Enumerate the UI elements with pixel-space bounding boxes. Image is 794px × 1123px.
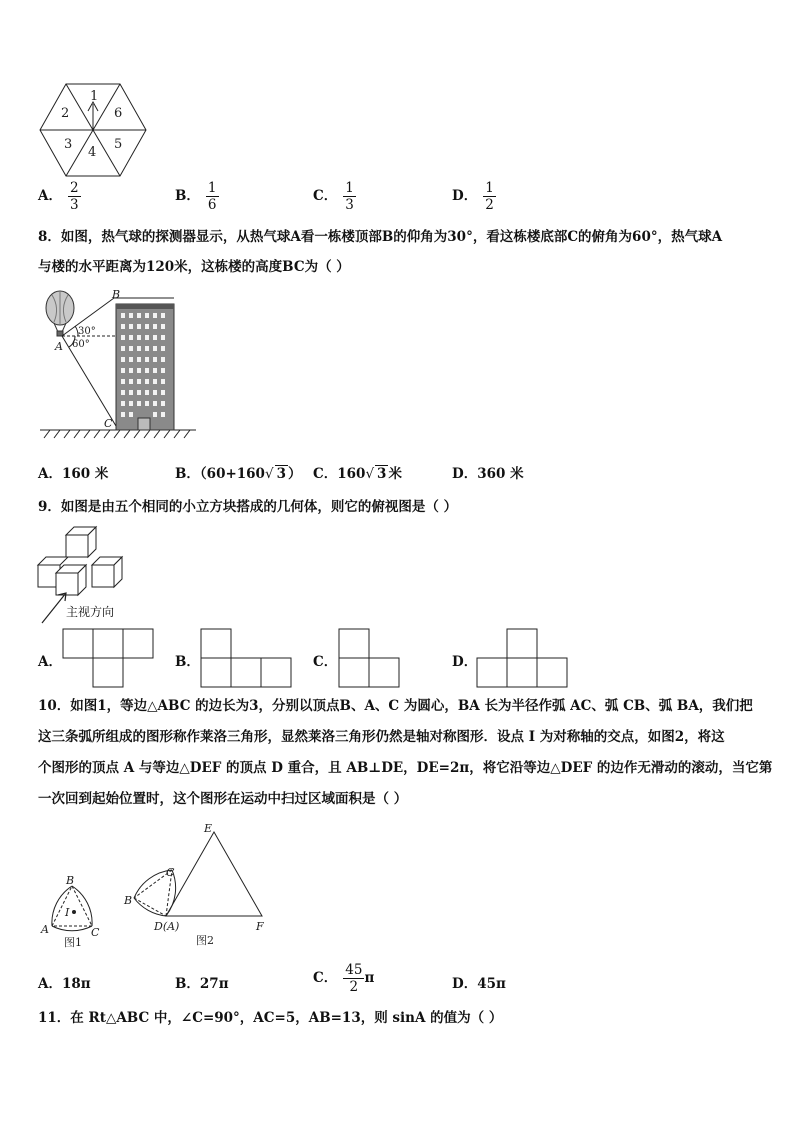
spinner-arrow <box>88 102 98 130</box>
radicand: 3 <box>276 466 286 482</box>
fig2-label-E: E <box>204 822 213 835</box>
angle-60-label: 60° <box>72 339 90 350</box>
denominator: 2 <box>485 197 494 213</box>
fraction <box>343 180 356 213</box>
denominator: 3 <box>345 197 354 213</box>
fig1-label-B: B <box>66 874 75 887</box>
radicand: 3 <box>377 466 387 482</box>
label-C: C <box>104 417 113 430</box>
q10-option-c[interactable] <box>313 962 374 995</box>
q9-option-b[interactable] <box>175 650 200 670</box>
q7-option-c[interactable] <box>313 180 356 213</box>
q10-text-line-4: 一次回到起始位置时，这个图形在运动中扫过区域面积是（ ） <box>38 791 408 807</box>
fig2-label-B: B <box>124 894 133 907</box>
numerator: 1 <box>207 180 217 196</box>
q10-option-a[interactable]: A．18π <box>38 976 91 992</box>
option-letter: C． <box>313 970 338 986</box>
fig1-label-I: I <box>65 906 70 919</box>
option-letter: C． <box>313 654 338 670</box>
reuleaux-figure-2 <box>120 820 275 952</box>
fig2-caption: 图2 <box>196 934 214 947</box>
fig1-label-A: A <box>41 923 49 936</box>
q10-text-line-3: 个图形的顶点 A 与等边△DEF 的顶点 D 重合，且 AB⊥DE，DE=2π，将它沿等边△DEF 的边作无滑动的滚动，当它第 <box>38 760 773 776</box>
q8-option-c[interactable] <box>313 462 402 482</box>
hex-sector-4: 4 <box>88 145 97 160</box>
numerator: 2 <box>69 180 79 196</box>
hex-sector-6: 6 <box>114 106 123 121</box>
option-letter: D． <box>452 188 478 204</box>
label-A: A <box>55 340 63 353</box>
option-letter: B． <box>175 188 200 204</box>
hexagon-spinner-figure <box>38 80 148 180</box>
balloon-building-figure <box>38 288 198 440</box>
view-direction-arrow <box>42 593 66 623</box>
q10-option-d[interactable]: D．45π <box>452 976 506 992</box>
q7-option-d[interactable] <box>452 180 496 213</box>
option-letter: B． <box>175 654 200 670</box>
sqrt-sign: √ <box>264 466 274 482</box>
q9-text-line-1: 9．如图是由五个相同的小立方块搭成的几何体，则它的俯视图是（ ） <box>38 499 458 515</box>
option-letter: C． <box>313 466 338 482</box>
q9-option-c-grid <box>338 628 400 688</box>
sqrt-sign: √ <box>365 466 375 482</box>
building <box>116 304 174 430</box>
numerator: 1 <box>485 180 494 196</box>
q10-option-b[interactable]: B．27π <box>175 976 229 992</box>
option-text: 米 <box>388 466 402 482</box>
q9-option-a[interactable] <box>38 650 62 670</box>
option-text: ） <box>287 466 302 482</box>
q11-text-line-1: 11．在 Rt△ABC 中，∠C=90°，AC=5，AB=13，则 sinA 的值为（ ） <box>38 1010 503 1026</box>
numerator: 1 <box>345 180 354 196</box>
fraction <box>483 180 496 213</box>
hex-sector-1: 1 <box>90 89 99 104</box>
q8-text-line-2: 与楼的水平距离为120米，这栋楼的高度BC为（ ） <box>38 259 350 275</box>
q7-option-b[interactable] <box>175 180 219 213</box>
q8-option-b[interactable] <box>175 462 301 482</box>
fraction <box>343 962 364 995</box>
view-direction-label: 主视方向 <box>66 605 115 619</box>
fig2-label-DA: D(A) <box>154 920 180 933</box>
denominator: 2 <box>349 979 359 995</box>
numerator: 45 <box>345 962 363 978</box>
fig1-label-C: C <box>91 926 100 939</box>
option-letter: B． <box>175 466 200 482</box>
option-letter: D． <box>452 654 478 670</box>
option-text: （60+160 <box>199 466 265 482</box>
fig2-label-F: F <box>256 920 264 933</box>
q9-option-b-grid <box>200 628 292 688</box>
fig1-caption: 图1 <box>64 936 82 949</box>
hex-sector-2: 2 <box>61 106 70 121</box>
q10-text-line-1: 10．如图1，等边△ABC 的边长为3，分别以顶点B、A、C 为圆心，BA 长为半径作弧 AC、弧 CB、弧 BA，我们把 <box>38 698 753 714</box>
q7-option-a[interactable] <box>38 180 81 213</box>
q8-option-a[interactable]: A．160 米 <box>38 466 109 482</box>
hex-sector-3: 3 <box>64 137 73 152</box>
option-text: π <box>364 970 375 986</box>
denominator: 3 <box>69 197 79 213</box>
fraction <box>206 180 219 213</box>
option-letter: A． <box>38 654 62 670</box>
option-letter: C． <box>313 188 338 204</box>
option-letter: A． <box>38 188 62 204</box>
fraction <box>68 180 81 213</box>
angle-30-label: 30° <box>78 326 96 337</box>
q8-text-line-1: 8．如图，热气球的探测器显示，从热气球A看一栋楼顶部B的仰角为30°，看这栋楼底部C的俯角为60°，热气球A <box>38 229 723 245</box>
q10-text-line-2: 这三条弧所组成的图形称作莱洛三角形，显然莱洛三角形仍然是轴对称图形．设点 I 为对称轴的交点，如图2，将这 <box>38 729 725 745</box>
q8-option-d[interactable]: D．360 米 <box>452 466 524 482</box>
denominator: 6 <box>207 197 217 213</box>
option-text: 160 <box>337 466 366 482</box>
reuleaux-figure-1 <box>38 872 108 952</box>
q9-option-c[interactable] <box>313 650 337 670</box>
label-B: B <box>112 288 121 301</box>
q9-option-d[interactable] <box>452 650 477 670</box>
fig2-label-C: C <box>166 866 175 879</box>
q9-option-d-grid <box>476 628 568 688</box>
hex-sector-5: 5 <box>114 137 123 152</box>
q9-option-a-grid <box>62 628 154 688</box>
hot-air-balloon <box>46 291 74 336</box>
